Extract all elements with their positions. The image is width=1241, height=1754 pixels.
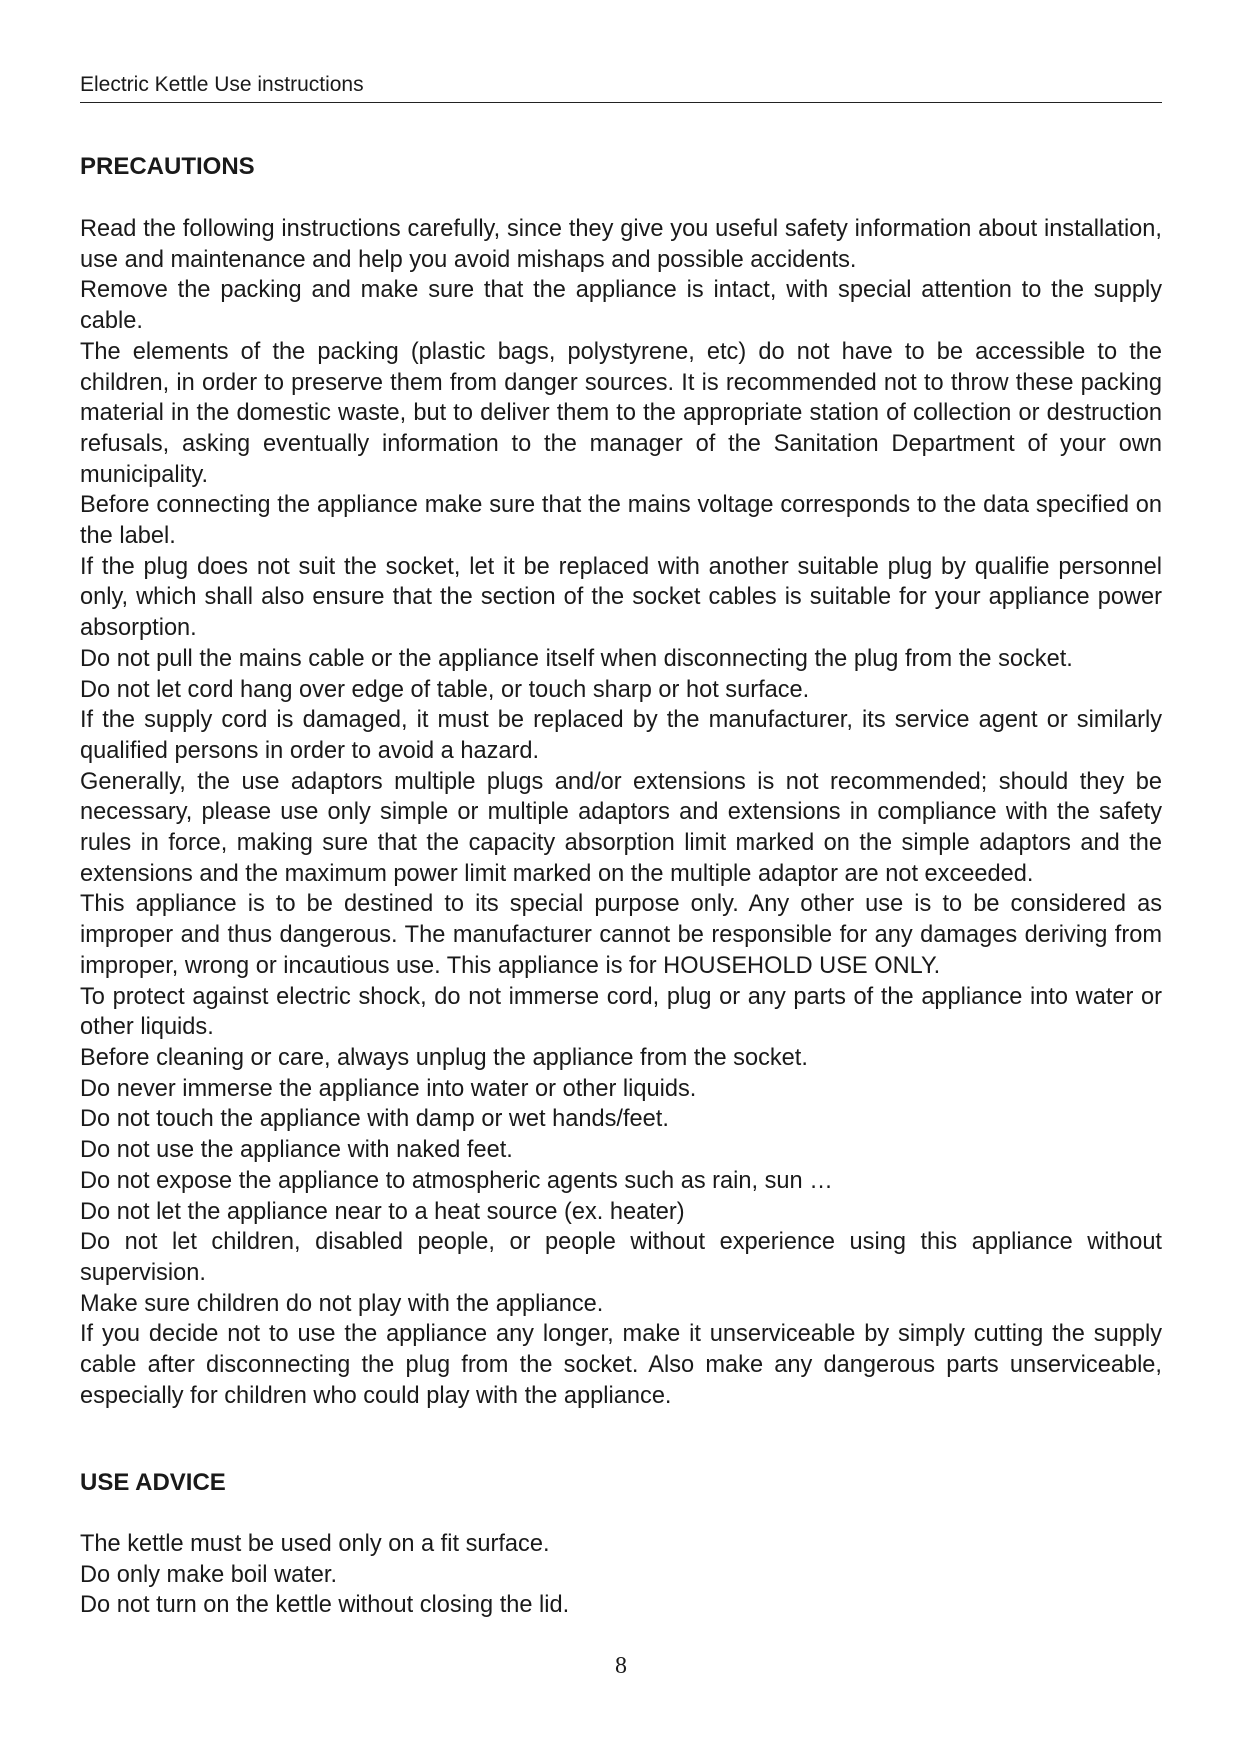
precaution-paragraph: Remove the packing and make sure that the appliance is intact, with special attention to the supply cable. <box>80 277 1162 335</box>
precaution-paragraph: To protect against electric shock, do not immerse cord, plug or any parts of the appliance into water or other liquids. <box>80 983 1162 1041</box>
use-advice-paragraph: The kettle must be used only on a fit surface. <box>80 1531 550 1557</box>
precaution-paragraph: Before cleaning or care, always unplug the appliance from the socket. <box>80 1044 808 1071</box>
precaution-paragraph: Do not use the appliance with naked feet. <box>80 1137 513 1164</box>
use-advice-paragraph: Do only make boil water. <box>80 1561 338 1588</box>
precaution-paragraph: Do not let the appliance near to a heat source (ex. heater) <box>80 1198 685 1225</box>
precautions-heading: PRECAUTIONS <box>80 153 255 180</box>
precaution-paragraph: Do not pull the mains cable or the appliance itself when disconnecting the plug from the socket. <box>80 645 1073 672</box>
use-advice-heading: USE ADVICE <box>80 1469 226 1496</box>
header-divider <box>80 102 1162 103</box>
precaution-paragraph: The elements of the packing (plastic bags, polystyrene, etc) do not have to be accessible to the children, in order to preserve them from danger sources. It is recommended not to throw these packing material in the domestic waste, but to deliver them to the appropriate station of collection or destruction refusals, asking eventually information to the manager of the Sanitation Department of your own municipality. <box>80 338 1162 488</box>
precaution-paragraph: Generally, the use adaptors multiple plugs and/or extensions is not recommended; should they be necessary, please use only simple or multiple adaptors and extensions in compliance with the safety rules in force, making sure that the capacity absorption limit marked on the simple adaptors and the extensions and the maximum power limit marked on the multiple adaptor are not exceeded. <box>80 768 1162 887</box>
precaution-paragraph: Do not expose the appliance to atmospheric agents such as rain, sun … <box>80 1167 833 1194</box>
precaution-paragraph: If you decide not to use the appliance any longer, make it unserviceable by simply cutting the supply cable after disconnecting the plug from the socket. Also make any dangerous parts unserviceable, especially for children who could play with the appliance. <box>80 1321 1162 1409</box>
precaution-paragraph: Before connecting the appliance make sure that the mains voltage corresponds to the data specified on the label. <box>80 492 1162 550</box>
precautions-body <box>80 214 1162 1411</box>
precaution-paragraph: Do not let cord hang over edge of table, or touch sharp or hot surface. <box>80 676 810 703</box>
precaution-paragraph: Read the following instructions carefully, since they give you useful safety information about installation, use and maintenance and help you avoid mishaps and possible accidents. <box>80 216 1162 273</box>
precaution-paragraph: Make sure children do not play with the appliance. <box>80 1290 604 1317</box>
use-advice-body <box>80 1529 1162 1621</box>
precaution-paragraph: Do not let children, disabled people, or people without experience using this appliance without supervision. <box>80 1229 1162 1286</box>
precaution-paragraph: This appliance is to be destined to its special purpose only. Any other use is to be considered as improper and thus dangerous. The manufacturer cannot be responsible for any damages deriving from improper, wrong or incautious use. This appliance is for HOUSEHOLD USE ONLY. <box>80 891 1162 979</box>
use-advice-paragraph: Do not turn on the kettle without closing the lid. <box>80 1592 570 1619</box>
precaution-paragraph: Do never immerse the appliance into water or other liquids. <box>80 1075 697 1102</box>
precaution-paragraph: If the plug does not suit the socket, let it be replaced with another suitable plug by qualifie personnel only, which shall also ensure that the section of the socket cables is suitable for your appliance power absorption. <box>80 553 1162 642</box>
precaution-paragraph: If the supply cord is damaged, it must be replaced by the manufacturer, its service agent or similarly qualified persons in order to avoid a hazard. <box>80 707 1162 764</box>
precaution-paragraph: Do not touch the appliance with damp or wet hands/feet. <box>80 1106 669 1133</box>
running-header: Electric Kettle Use instructions <box>80 73 364 96</box>
page-number: 8 <box>615 1653 627 1679</box>
